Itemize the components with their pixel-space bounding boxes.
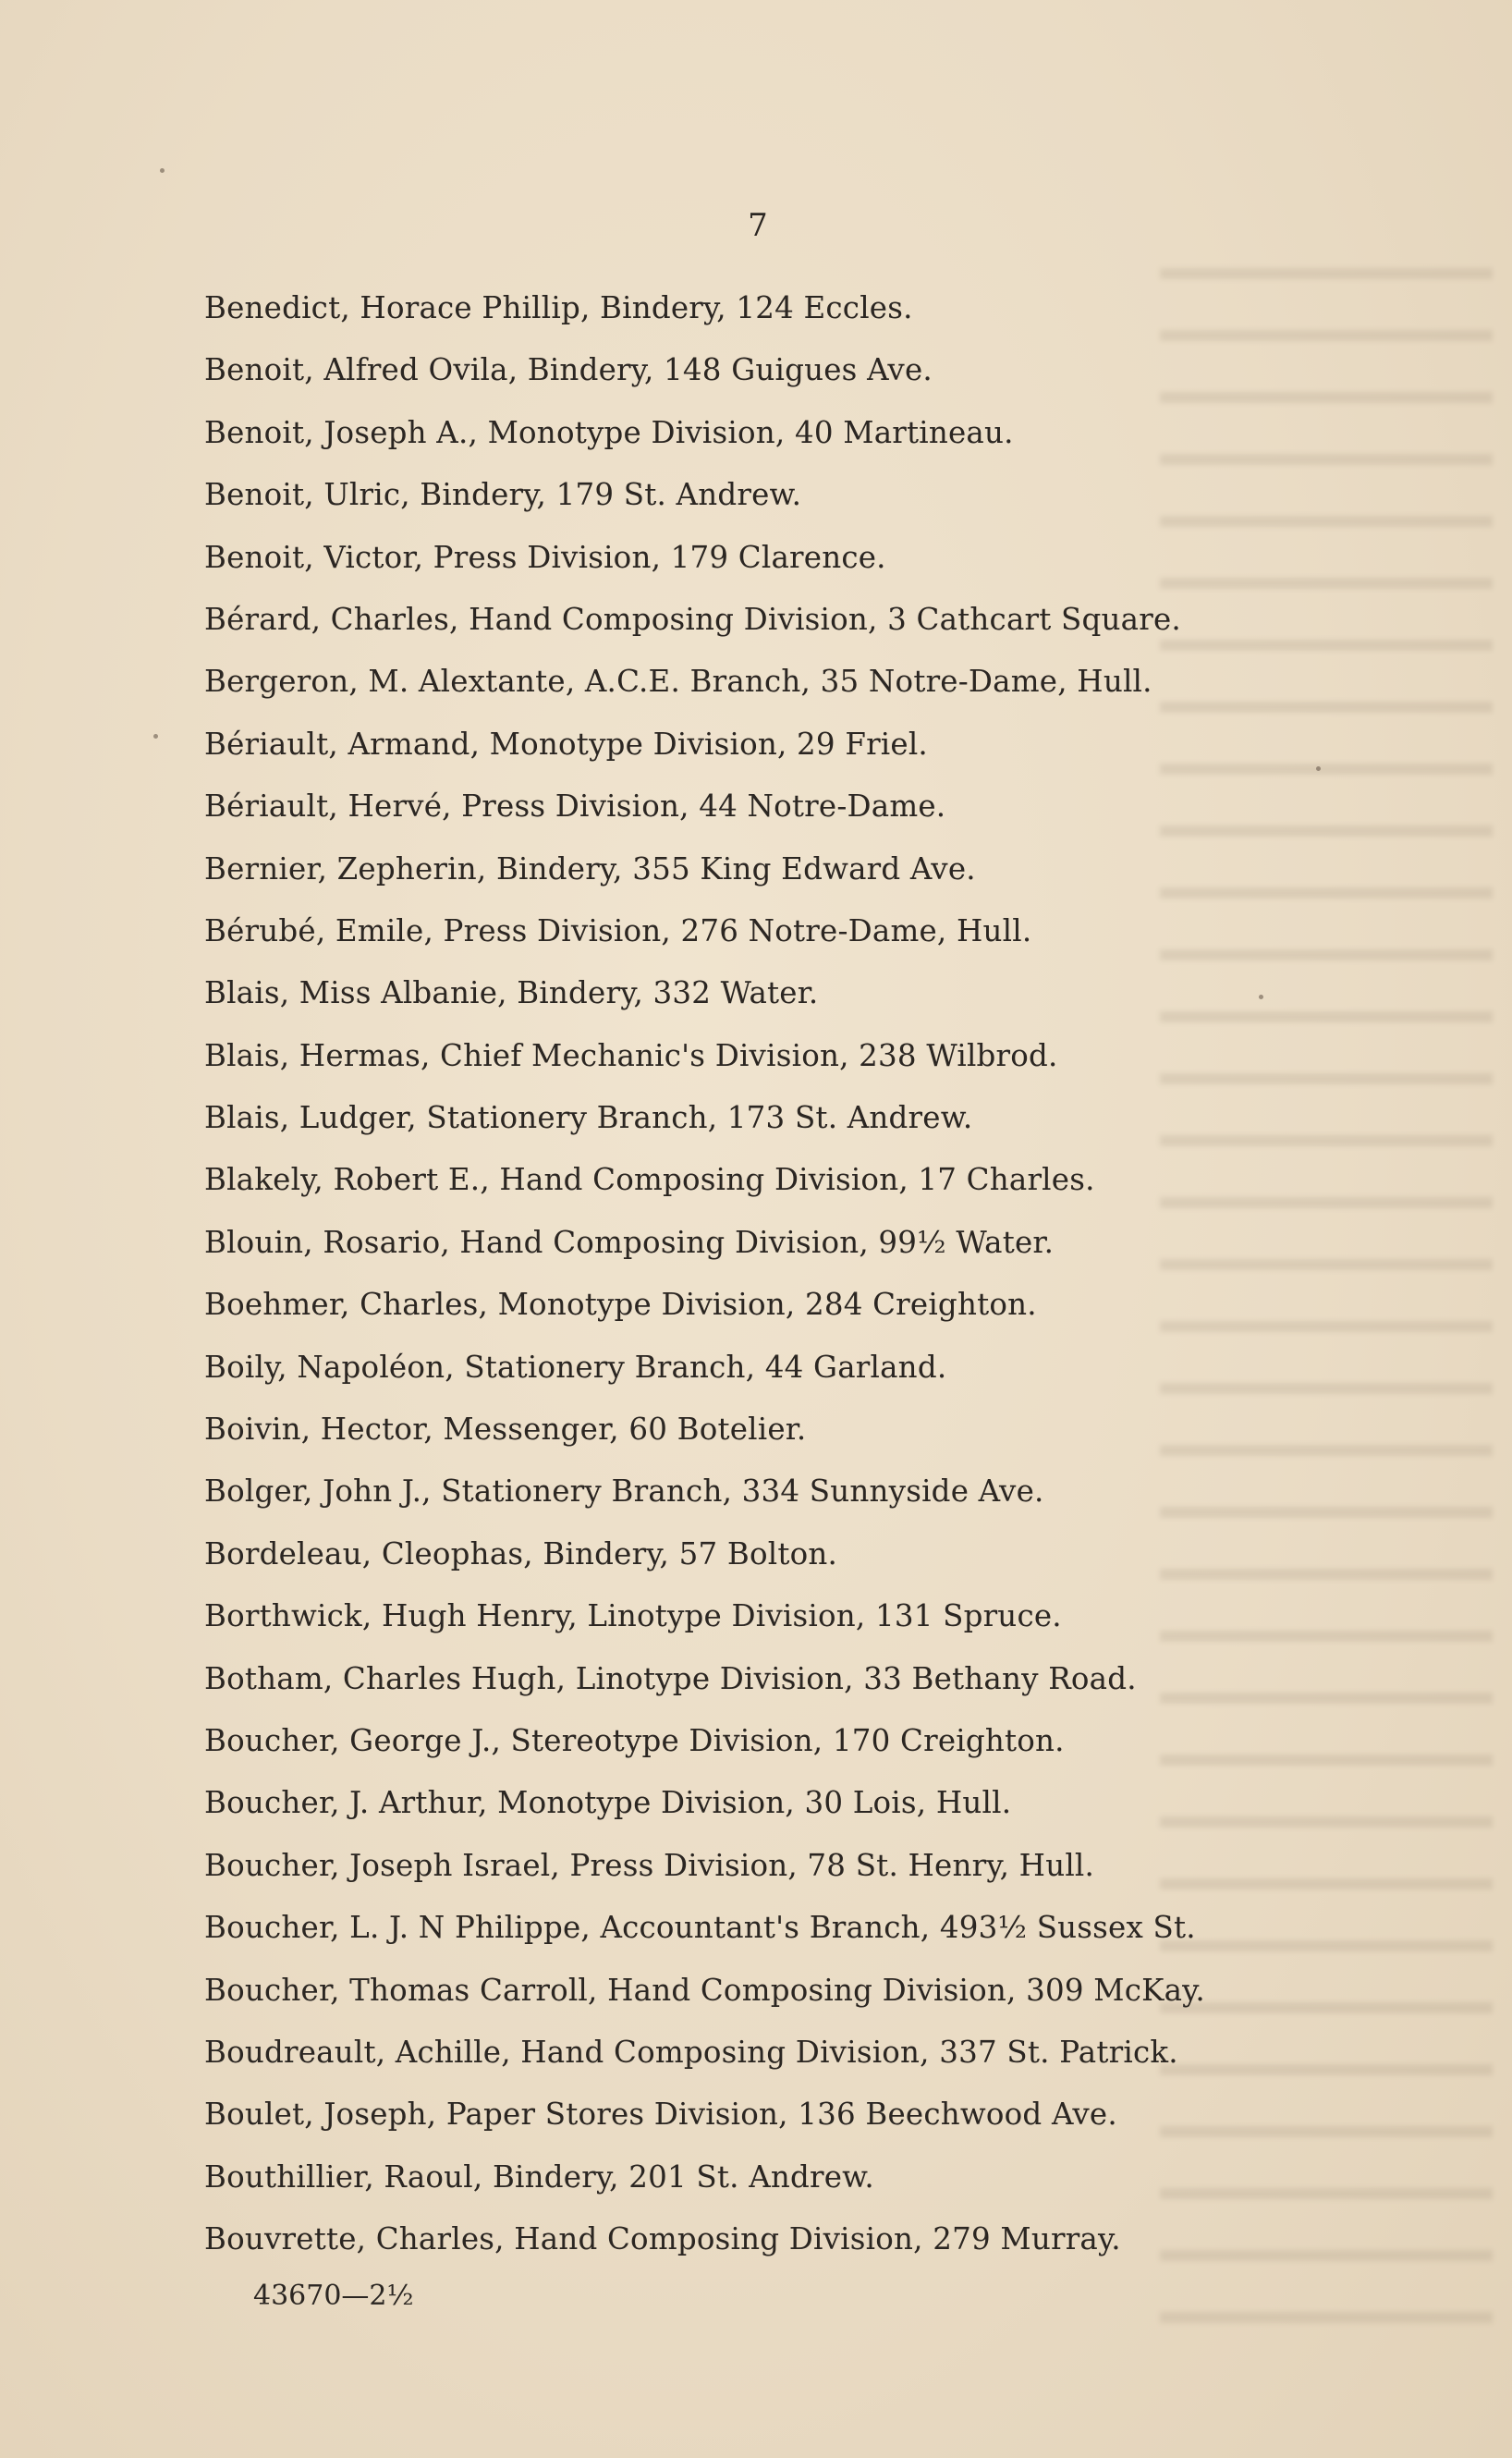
- directory-entry: Boucher, L. J. N Philippe, Accountant's Branch, 493½ Sussex St.: [204, 1910, 1196, 1946]
- directory-entry: Blais, Hermas, Chief Mechanic's Division, 238 Wilbrod.: [204, 1037, 1058, 1073]
- directory-entry: Boulet, Joseph, Paper Stores Division, 136 Beechwood Ave.: [204, 2097, 1117, 2133]
- directory-entry: Bouthillier, Raoul, Bindery, 201 St. Andrew.: [204, 2158, 874, 2195]
- directory-entry: Bériault, Hervé, Press Division, 44 Notre-Dame.: [204, 789, 946, 825]
- directory-entry: Boucher, Joseph Israel, Press Division, 78 St. Henry, Hull.: [204, 1847, 1095, 1883]
- directory-entry: Bernier, Zepherin, Bindery, 355 King Edward Ave.: [204, 850, 976, 887]
- directory-entry: Bériault, Armand, Monotype Division, 29 Friel.: [204, 726, 928, 762]
- directory-entry: Boucher, J. Arthur, Monotype Division, 30 Lois, Hull.: [204, 1785, 1012, 1821]
- directory-entry: Boehmer, Charles, Monotype Division, 284 Creighton.: [204, 1287, 1037, 1323]
- directory-entry: Bérard, Charles, Hand Composing Division, 3 Cathcart Square.: [204, 601, 1181, 637]
- paper-speck: [160, 168, 165, 173]
- directory-entry: Benoit, Joseph A., Monotype Division, 40 Martineau.: [204, 414, 1014, 450]
- directory-entry: Bolger, John J., Stationery Branch, 334 Sunnyside Ave.: [204, 1474, 1044, 1510]
- directory-entry: Bouvrette, Charles, Hand Composing Division, 279 Murray.: [204, 2221, 1121, 2257]
- directory-entry: Blais, Ludger, Stationery Branch, 173 St. Andrew.: [204, 1100, 973, 1136]
- paper-speck: [1259, 995, 1263, 999]
- directory-entry: Botham, Charles Hugh, Linotype Division, 33 Bethany Road.: [204, 1660, 1137, 1696]
- directory-entry: Blouin, Rosario, Hand Composing Division, 99½ Water.: [204, 1224, 1055, 1260]
- directory-entry: Bérubé, Emile, Press Division, 276 Notre-Dame, Hull.: [204, 912, 1032, 948]
- directory-entry: Boucher, George J., Stereotype Division, 170 Creighton.: [204, 1722, 1065, 1758]
- directory-entry: Blais, Miss Albanie, Bindery, 332 Water.: [204, 975, 819, 1011]
- signature-mark: 43670—2½: [253, 2280, 414, 2312]
- directory-entry: Boily, Napoléon, Stationery Branch, 44 Garland.: [204, 1349, 947, 1385]
- directory-entry: Boivin, Hector, Messenger, 60 Botelier.: [204, 1412, 807, 1448]
- paper-speck: [153, 734, 158, 739]
- directory-entry: Benoit, Ulric, Bindery, 179 St. Andrew.: [204, 477, 802, 513]
- directory-list: [204, 287, 1406, 2281]
- directory-entry: Bordeleau, Cleophas, Bindery, 57 Bolton.: [204, 1535, 838, 1571]
- directory-entry: Benoit, Alfred Ovila, Bindery, 148 Guigues Ave.: [204, 352, 933, 388]
- directory-entry: Boucher, Thomas Carroll, Hand Composing Division, 309 McKay.: [204, 1972, 1205, 2008]
- directory-entry: Borthwick, Hugh Henry, Linotype Division, 131 Spruce.: [204, 1598, 1062, 1634]
- directory-entry: Boudreault, Achille, Hand Composing Division, 337 St. Patrick.: [204, 2034, 1178, 2070]
- directory-entry: Blakely, Robert E., Hand Composing Division, 17 Charles.: [204, 1162, 1095, 1198]
- paper-speck: [1316, 766, 1321, 771]
- page-number: 7: [748, 207, 768, 244]
- directory-entry: Benoit, Victor, Press Division, 179 Clarence.: [204, 539, 886, 575]
- directory-entry: Bergeron, M. Alextante, A.C.E. Branch, 35 Notre-Dame, Hull.: [204, 664, 1152, 700]
- directory-entry: Benedict, Horace Phillip, Bindery, 124 Eccles.: [204, 290, 913, 325]
